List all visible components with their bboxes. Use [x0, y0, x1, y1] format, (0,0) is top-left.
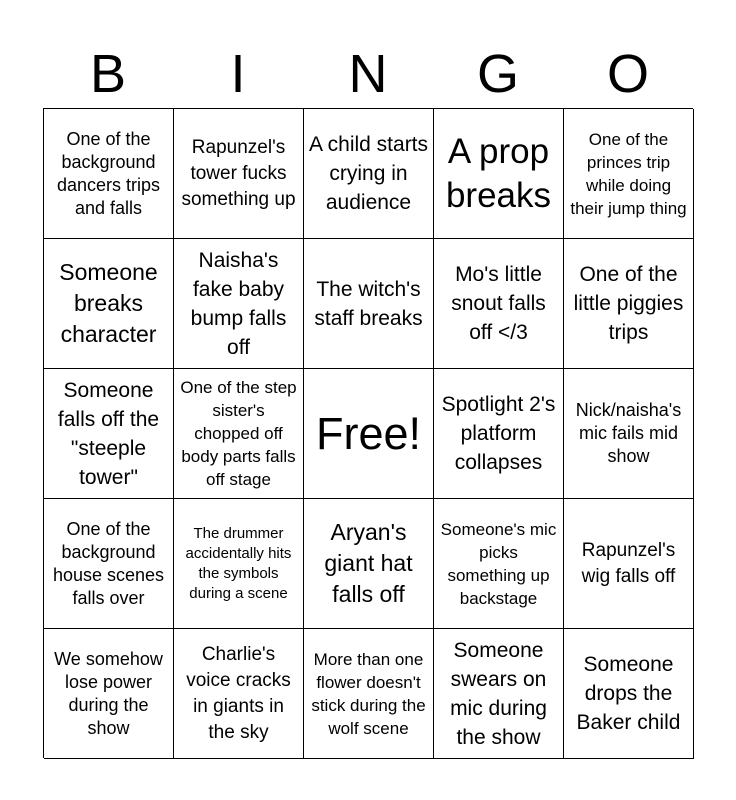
bingo-cell[interactable] — [434, 499, 564, 629]
cell-text: Someone breaks character — [59, 259, 158, 347]
bingo-cell[interactable] — [304, 109, 434, 239]
cell-text: One of the background dancers trips and falls — [56, 128, 161, 218]
bingo-cell[interactable] — [564, 239, 694, 369]
header-letter-o: O — [606, 44, 649, 104]
header-letter-n: N — [348, 44, 388, 104]
header-letter-g: G — [476, 44, 519, 104]
cell-text: One of the background house scenes falls over — [52, 518, 165, 608]
cell-text: Aryan's giant hat falls off — [324, 519, 413, 607]
bingo-cell[interactable] — [564, 369, 694, 499]
bingo-cell[interactable] — [44, 239, 174, 369]
cell-text: Rapunzel's wig falls off — [581, 539, 676, 587]
bingo-cell[interactable] — [564, 629, 694, 759]
bingo-cell[interactable] — [174, 369, 304, 499]
cell-text: The witch's staff breaks — [314, 277, 423, 330]
cell-text: More than one flower doesn't stick during the wolf scene — [311, 649, 426, 738]
cell-text: Spotlight 2's platform collapses — [441, 393, 556, 474]
bingo-cell[interactable] — [174, 499, 304, 629]
cell-text: A child starts crying in audience — [308, 133, 429, 214]
cell-text: Someone's mic picks something up backstage — [440, 519, 557, 608]
cell-text: Someone falls off the "steeple tower" — [57, 378, 160, 489]
cell-text: One of the step sister's chopped off body parts falls off stage — [180, 378, 297, 489]
cell-text: One of the little piggies trips — [573, 263, 684, 344]
bingo-cell[interactable] — [44, 629, 174, 759]
bingo-cell[interactable] — [174, 629, 304, 759]
free-space-text: Free! — [315, 407, 422, 459]
bingo-cell[interactable] — [564, 499, 694, 629]
cell-text: We somehow lose power during the show — [54, 648, 163, 738]
bingo-cell[interactable] — [434, 239, 564, 369]
cell-text: Someone drops the Baker child — [576, 653, 681, 734]
bingo-cell[interactable] — [44, 369, 174, 499]
cell-text: Someone swears on mic during the show — [450, 638, 547, 749]
bingo-cell[interactable] — [434, 109, 564, 239]
header-letter-b: B — [89, 44, 127, 104]
bingo-cell-free[interactable] — [304, 369, 434, 499]
bingo-cell[interactable] — [304, 499, 434, 629]
bingo-cell[interactable] — [44, 109, 174, 239]
bingo-cell[interactable] — [174, 109, 304, 239]
cell-text: Charlie's voice cracks in giants in the sky — [186, 643, 291, 743]
bingo-cell[interactable] — [304, 629, 434, 759]
cell-text: One of the princes trip while doing their jump thing — [570, 129, 687, 218]
cell-text: Rapunzel's tower fucks something up — [181, 136, 296, 210]
bingo-header — [43, 40, 693, 108]
bingo-cell[interactable] — [304, 239, 434, 369]
cell-text: The drummer accidentally hits the symbols during a scene — [185, 524, 292, 602]
cell-text: Nick/naisha's mic fails mid show — [575, 400, 682, 466]
bingo-cell[interactable] — [564, 109, 694, 239]
bingo-grid — [43, 108, 693, 758]
bingo-cell[interactable] — [174, 239, 304, 369]
header-letter-i: I — [230, 44, 246, 104]
bingo-cell[interactable] — [44, 499, 174, 629]
bingo-cell[interactable] — [434, 369, 564, 499]
cell-text: Mo's little snout falls off </3 — [451, 263, 546, 344]
cell-text: Naisha's fake baby bump falls off — [190, 248, 287, 359]
bingo-cell[interactable] — [434, 629, 564, 759]
cell-text: A prop breaks — [445, 131, 552, 215]
